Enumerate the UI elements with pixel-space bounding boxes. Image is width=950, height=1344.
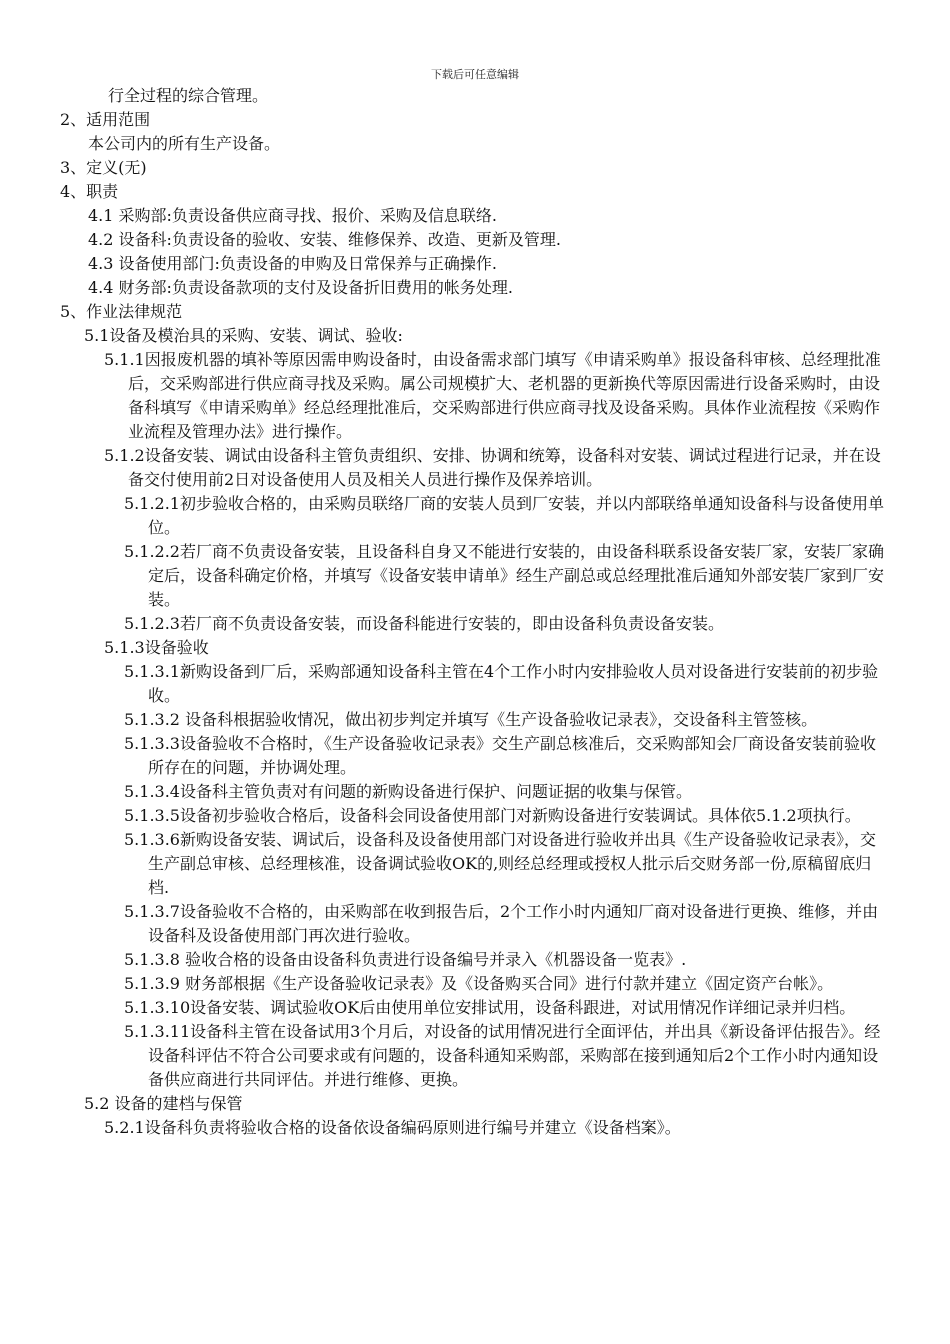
paragraph: 5、作业法律规范 — [60, 302, 183, 321]
paragraph: 5.1.3.11设备科主管在设备试用3个月后，对设备的试用情况进行全面评估，并出具《新设备评估报告》。经设备科评估不符合公司要求或有问题的，设备科通知采购部，采购部在接到通知后2个工作小时内通知设备供应商进行共同评估。并进行维修、更换。 — [124, 1022, 881, 1089]
paragraph: 5.1.3.7设备验收不合格的，由采购部在收到报告后，2个工作小时内通知厂商对设备进行更换、维修，并由设备科及设备使用部门再次进行验收。 — [124, 902, 879, 945]
paragraph: 4.1 采购部:负责设备供应商寻找、报价、采购及信息联络. — [88, 206, 498, 225]
paragraph: 5.1.3.3设备验收不合格时，《生产设备验收记录表》交生产副总核准后，交采购部知会厂商设备安装前验收所存在的问题，并协调处理。 — [124, 734, 876, 777]
paragraph: 4.2 设备科:负责设备的验收、安装、维修保养、改造、更新及管理. — [88, 230, 562, 249]
paragraph: 5.1.3设备验收 — [104, 638, 209, 657]
paragraph: 5.1设备及模治具的采购、安装、调试、验收: — [84, 326, 403, 345]
paragraph: 5.1.3.6新购设备安装、调试后，设备科及设备使用部门对设备进行验收并出具《生产设备验收记录表》，交生产副总审核、总经理核准，设备调试验收OK的,则经总经理或授权人批示后交财务部一份,原稿留底归档. — [124, 830, 876, 897]
paragraph: 5.1.3.1新购设备到厂后，采购部通知设备科主管在4个工作小时内安排验收人员对设备进行安装前的初步验收。 — [124, 662, 879, 705]
paragraph: 5.2.1设备科负责将验收合格的设备依设备编码原则进行编号并建立《设备档案》。 — [104, 1118, 681, 1137]
paragraph: 5.1.3.5设备初步验收合格后，设备科会同设备使用部门对新购设备进行安装调试。具体依5.1.2项执行。 — [124, 806, 861, 825]
paragraph: 本公司内的所有生产设备。 — [88, 134, 281, 153]
paragraph: 4.4 财务部:负责设备款项的支付及设备折旧费用的帐务处理. — [88, 278, 514, 297]
paragraph: 5.2 设备的建档与保管 — [84, 1094, 243, 1113]
paragraph: 5.1.2.3若厂商不负责设备安装，而设备科能进行安装的，即由设备科负责设备安装。 — [124, 614, 724, 633]
paragraph: 3、定义(无) — [60, 158, 147, 177]
paragraph: 2、适用范围 — [60, 110, 151, 129]
paragraph: 行全过程的综合管理。 — [108, 86, 269, 105]
document-body — [0, 84, 950, 1140]
paragraph: 5.1.1因报废机器的填补等原因需申购设备时，由设备需求部门填写《申请采购单》报设备科审核、总经理批准后，交采购部进行供应商寻找及采购。属公司规模扩大、老机器的更新换代等原因需进行设备采购时，由设备科填写《申请采购单》经总经理批准后，交采购部进行供应商寻找及设备采购。具体作业流程按《采购作业流程及管理办法》进行操作。 — [104, 350, 881, 441]
page-header: 下载后可任意编辑 — [431, 68, 519, 81]
paragraph: 5.1.3.9 财务部根据《生产设备验收记录表》及《设备购买合同》进行付款并建立《固定资产台帐》。 — [124, 974, 834, 993]
paragraph: 5.1.3.8 验收合格的设备由设备科负责进行设备编号并录入《机器设备一览表》. — [124, 950, 687, 969]
paragraph: 4.3 设备使用部门:负责设备的申购及日常保养与正确操作. — [88, 254, 498, 273]
paragraph: 5.1.2.2若厂商不负责设备安装，且设备科自身又不能进行安装的，由设备科联系设备安装厂家，安装厂家确定后，设备科确定价格，并填写《设备安装申请单》经生产副总或总经理批准后通知外部安装厂家到厂安装。 — [124, 542, 885, 609]
paragraph: 5.1.2设备安装、调试由设备科主管负责组织、安排、协调和统筹，设备科对安装、调试过程进行记录，并在设备交付使用前2日对设备使用人员及相关人员进行操作及保养培训。 — [104, 446, 881, 489]
paragraph: 5.1.2.1初步验收合格的，由采购员联络厂商的安装人员到厂安装，并以内部联络单通知设备科与设备使用单位。 — [124, 494, 884, 537]
paragraph: 4、职责 — [60, 182, 119, 201]
paragraph: 5.1.3.2 设备科根据验收情况，做出初步判定并填写《生产设备验收记录表》，交设备科主管签核。 — [124, 710, 818, 729]
paragraph: 5.1.3.10设备安装、调试验收OK后由使用单位安排试用，设备科跟进，对试用情况作详细记录并归档。 — [124, 998, 856, 1017]
paragraph: 5.1.3.4设备科主管负责对有问题的新购设备进行保护、问题证据的收集与保管。 — [124, 782, 692, 801]
